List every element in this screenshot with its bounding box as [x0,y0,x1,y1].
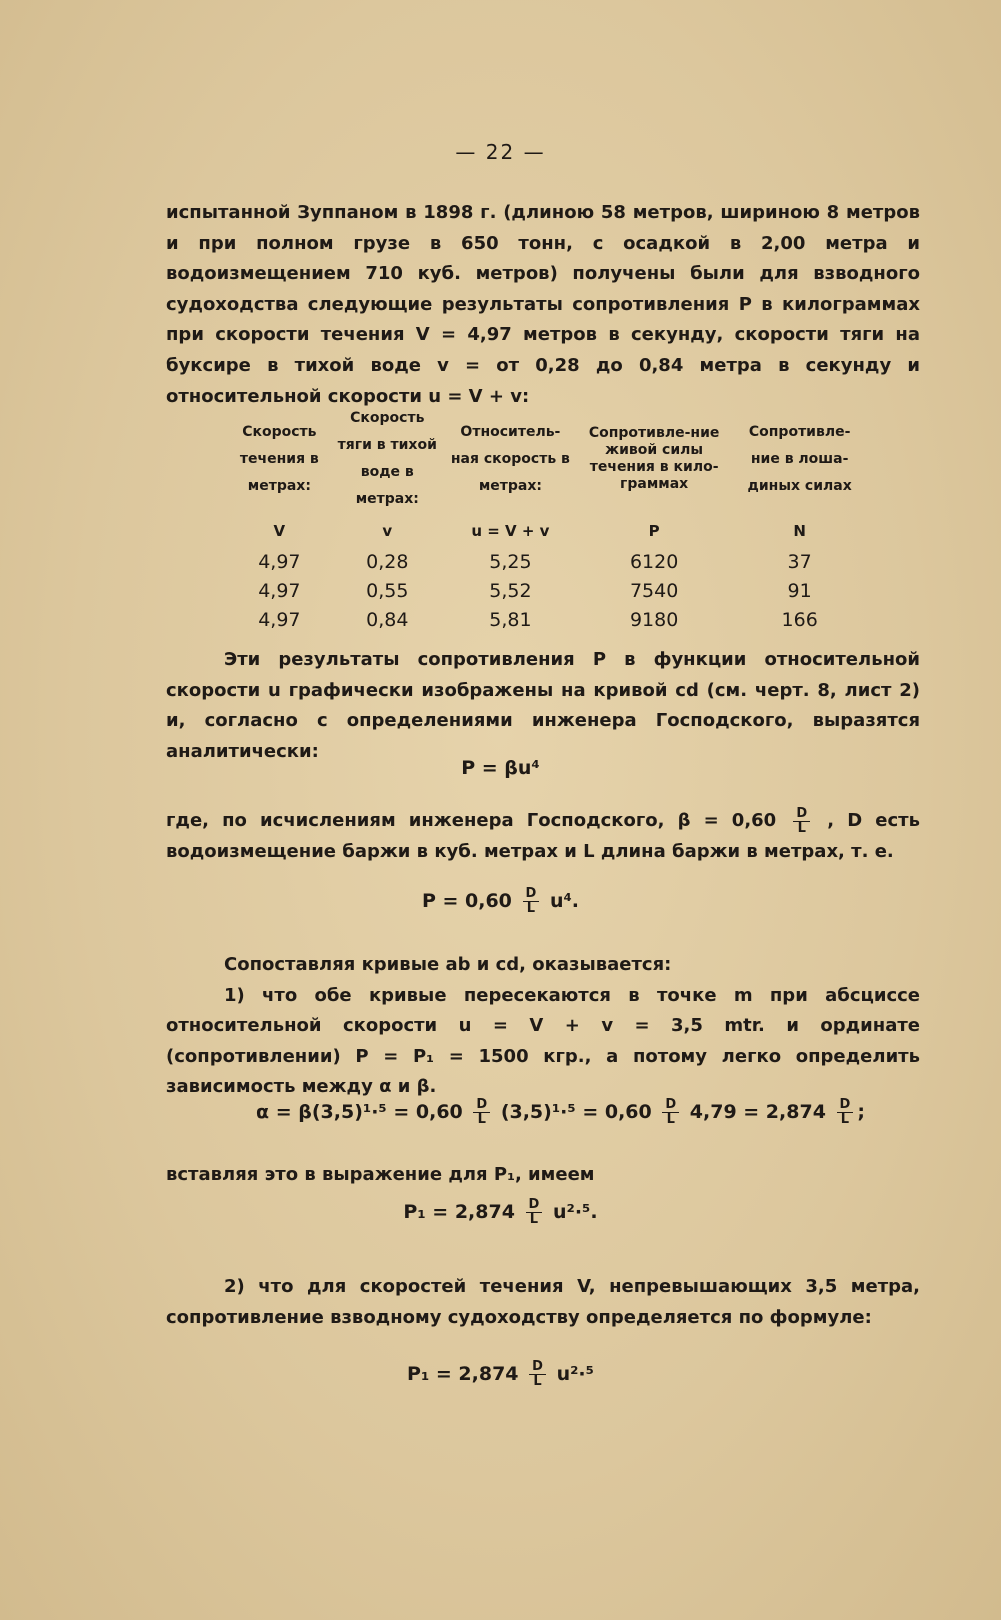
fraction-denominator: L [666,1112,675,1127]
comparison-point-2: 2) что для скоростей течения V, непревышающих 3,5 метра, сопротивление взводному судоходству определяется по формуле: [166,1276,920,1328]
formula-part: ; [857,1101,865,1123]
table-cell: 0,55 [366,580,409,602]
table-cell: 4,97 [258,609,301,631]
table-row [228,548,868,577]
table-cell: V [273,522,286,540]
formula-part: u²·⁵. [552,1201,598,1223]
formula-alpha-beta [120,1098,1001,1127]
table-cell: 166 [781,609,818,631]
fraction-d-over-l [473,1098,490,1127]
table-cell: 5,52 [489,580,532,602]
fraction-numerator: D [529,1360,546,1375]
beta-text-end: , D есть водоизмещение баржи в куб. метрах и L длина баржи в метрах, т. е. [166,810,920,862]
table-cell: 5,25 [489,551,532,573]
table-row [228,577,868,606]
comparison-lead: Сопоставляя кривые ab и cd, оказывается: [224,954,672,975]
page-number: — 22 — [455,140,546,164]
formula-part: u⁴. [549,890,580,912]
fraction-d-over-l [523,887,540,916]
fraction-denominator: L [797,820,806,836]
table-cell: 7540 [629,580,679,602]
formula-part: 4,79 = 2,874 [689,1101,826,1123]
table-cell: 9180 [629,609,679,631]
formula-part: α = β(3,5)¹·⁵ = 0,60 [256,1101,463,1123]
beta-text-start: где, по исчислениям инженера Господского, β = 0,60 [166,810,777,831]
table-cell: 91 [787,580,812,602]
table-cell: 4,97 [258,580,301,602]
fraction-numerator: D [793,807,810,822]
fraction-numerator: D [473,1098,490,1113]
table-cell: 4,97 [258,551,301,573]
fraction-denominator: L [529,1212,539,1227]
formula-part: P₁ = 2,874 [407,1363,519,1385]
formula-part: u²·⁵ [556,1363,594,1385]
results-table [228,405,868,635]
fraction-d-over-l [529,1360,546,1389]
formula-part: P = 0,60 [421,890,512,912]
table-header-row [228,405,868,513]
table-cell: 5,81 [489,609,532,631]
paragraph-intro: испытанной Зуппаном в 1898 г. (длиною 58 метров, шириною 8 метров и при полном грузе в 650 тонн, с осадкой в 2,00 метра и водоизмещением 710 куб. метров) получены были для взводного судоходства следующие результаты сопротивления P в килограммах при скорости течения V = 4,97 метров в секунду, скорости тяги на буксире в тихой воде v = от 0,28 до 0,84 метра в секунду и относительной скорости u = V + v: [166,202,920,407]
fraction-denominator: L [526,901,536,916]
fraction-denominator: L [840,1112,850,1127]
paragraph-beta-definition [166,806,920,867]
formula-part: P₁ = 2,874 [403,1201,515,1223]
formula-p1-second [0,1360,1001,1389]
fraction-numerator: D [523,887,540,902]
fraction-numerator: D [526,1198,543,1213]
table-cell: u = V + v [471,522,550,540]
paragraph-results: Эти результаты сопротивления P в функции относительной скорости u графически изображены на кривой cd (см. черт. 8, лист 2) и, согласно с определениями инженера Господского, выразятся аналитически: [166,649,920,762]
formula-p-060 [0,887,1001,916]
fraction-denominator: L [477,1112,486,1127]
fraction-denominator: L [533,1374,542,1389]
table-cell: 0,28 [366,551,409,573]
fraction-d-over-l [837,1098,854,1127]
table-cell: 37 [787,551,812,573]
formula-part: (3,5)¹·⁵ = 0,60 [500,1101,652,1123]
comparison-point-1: 1) что обе кривые пересекаются в точке m при абсциссе относительной скорости u = V + v = 3,5 mtr. и ординате (сопротивлении) P = P₁ = 1500 кгр., а потому легко определить зависимость между α и β. [166,984,920,1098]
table-cell: N [793,522,806,540]
fraction-d-over-l [526,1198,543,1227]
formula-p1-first [0,1198,1001,1227]
fraction-numerator: D [662,1098,679,1113]
fraction-d-over-l [662,1098,679,1127]
header-tow-speed: Скорость тяги в тихой воде в метрах: [337,410,437,507]
table-cell: P [648,522,660,540]
header-relative-speed: Относитель-ная скорость в метрах: [450,423,570,494]
header-resistance-hp: Сопротивле-ние в лоша-диных силах [747,423,852,494]
fraction-numerator: D [837,1098,854,1113]
header-resistance-kg: Сопротивле-ние живой силы течения в кило-граммах [588,425,720,492]
fraction-d-over-l [793,807,810,836]
table-row [228,606,868,635]
table-symbol-row [228,513,868,548]
table-cell: v [382,522,393,540]
table-cell: 6120 [629,551,679,573]
table-cell: 0,84 [366,609,409,631]
header-flow-speed: Скорость течения в метрах: [239,423,319,494]
formula-p-beta: P = βu⁴ [461,757,540,779]
paragraph-insert: вставляя это в выражение для P₁, имеем [166,1164,595,1185]
paragraph-comparison [166,950,920,1103]
